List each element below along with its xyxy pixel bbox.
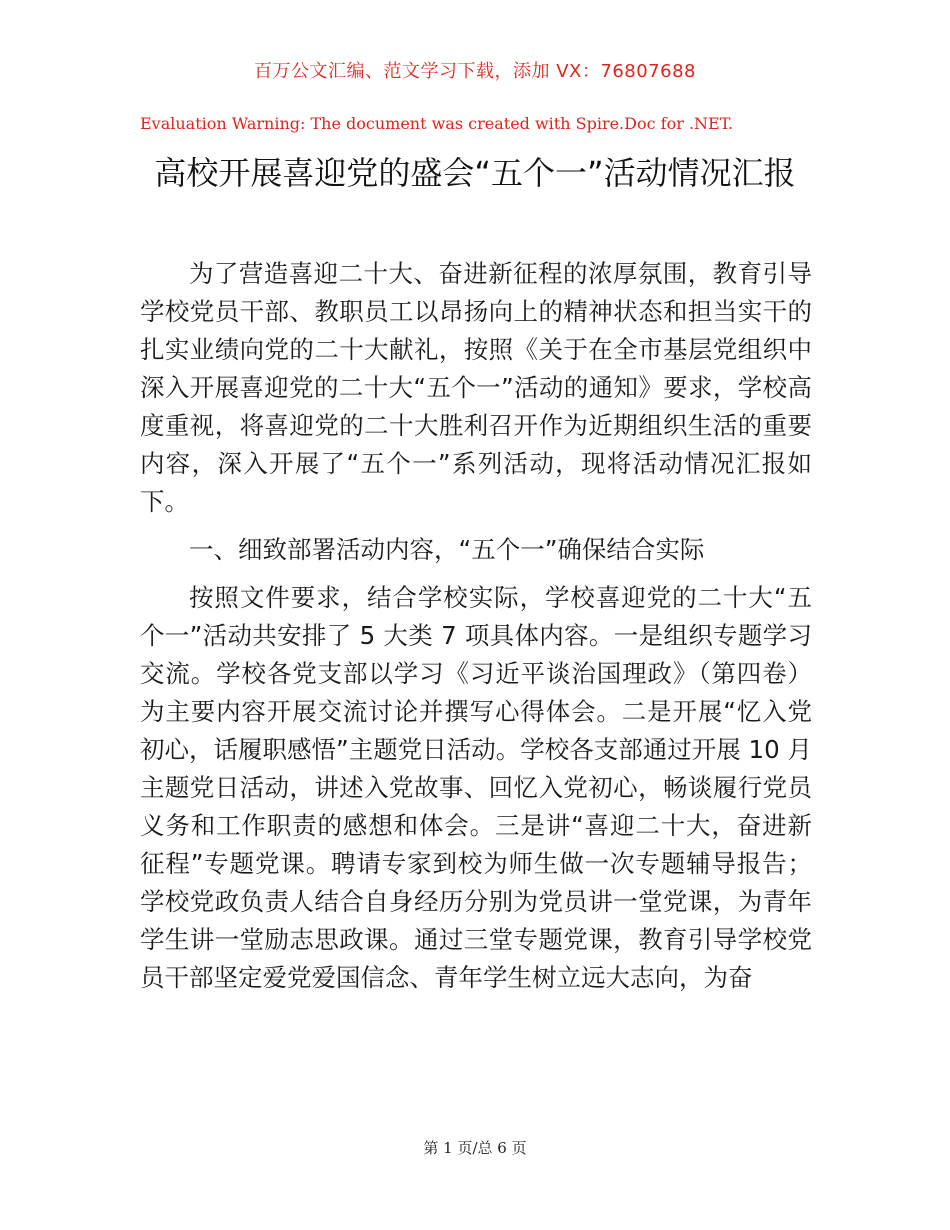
page-indicator: 第 1 页/总 6 页 <box>423 1139 527 1157</box>
section-heading: 一、细致部署活动内容，“五个一”确保结合实际 <box>189 535 705 564</box>
section-paragraph: 按照文件要求，结合学校实际，学校喜迎党的二十大“五个一”活动共安排了 5 大类 7 项具体内容。一是组织专题学习交流。学校各党支部以学习《习近平谈治国理政》（第四卷）为主要内容开展交流讨论并撰写心得体会。二是开展“忆入党初心，话履职感悟”主题党日活动。学校各支部通过开展 10 月主题党日活动，讲述入党故事、回忆入党初心，畅谈履行党员义务和工作职责的感想和体会。三是讲“喜迎二十大，奋进新征程”专题党课。聘请专家到校为师生做一次专题辅导报告；学校党政负责人结合自身经历分别为党员讲一堂党课，为青年学生讲一堂励志思政课。通过三堂专题党课，教育引导学校党员干部坚定爱党爱国信念、青年学生树立远大志向，为奋 <box>140 583 812 992</box>
evaluation-warning: Evaluation Warning: The document was created with Spire.Doc for .NET. <box>140 114 734 133</box>
header-banner: 百万公文汇编、范文学习下载，添加 VX：76807688 <box>254 61 696 82</box>
intro-paragraph: 为了营造喜迎二十大、奋进新征程的浓厚氛围，教育引导学校党员干部、教职员工以昂扬向上的精神状态和担当实干的扎实业绩向党的二十大献礼，按照《关于在全市基层党组织中深入开展喜迎党的二十大“五个一”活动的通知》要求，学校高度重视，将喜迎党的二十大胜利召开作为近期组织生活的重要内容，深入开展了“五个一”系列活动，现将活动情况汇报如下。 <box>140 259 812 516</box>
document-body <box>140 255 812 1007</box>
document-title: 高校开展喜迎党的盛会“五个一”活动情况汇报 <box>154 154 796 192</box>
